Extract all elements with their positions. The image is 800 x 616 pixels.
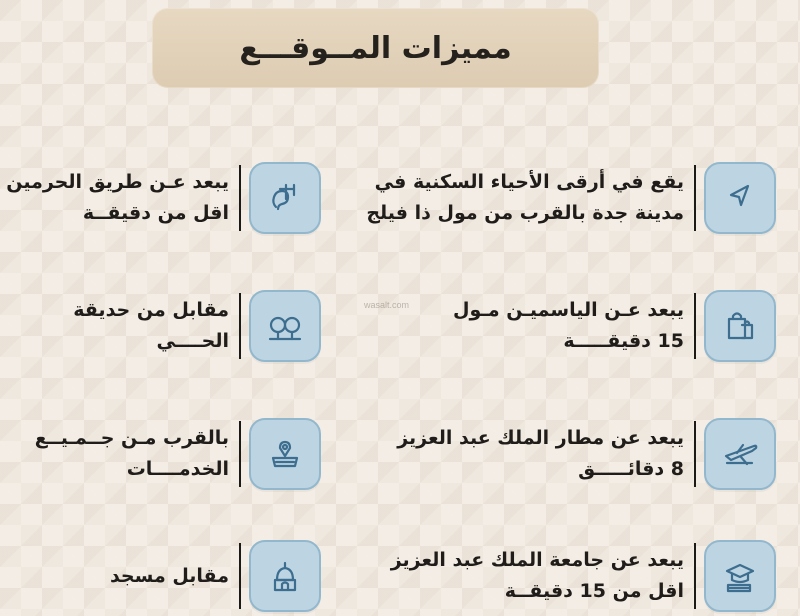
- map-pin-icon: [249, 418, 321, 490]
- feature-divider: [694, 421, 696, 487]
- airplane-icon: [704, 418, 776, 490]
- park-trees-icon: [249, 290, 321, 362]
- feature-divider: [694, 543, 696, 609]
- header-banner: [152, 8, 599, 88]
- feature-location: [366, 162, 776, 234]
- feature-university: [391, 540, 776, 612]
- feature-line2: مدينة جدة بالقرب من مول ذا فيلج: [366, 202, 684, 224]
- feature-divider: [239, 165, 241, 231]
- feature-divider: [694, 165, 696, 231]
- feature-divider: [239, 543, 241, 609]
- feature-mosque: [110, 540, 321, 612]
- feature-line1: يبعد عن جامعة الملك عبد العزيز: [390, 549, 684, 571]
- mosque-icon: [249, 540, 321, 612]
- feature-line2: 15 دقيقـــــة: [563, 330, 684, 352]
- feature-line2: 8 دقائـــــق: [578, 458, 684, 480]
- feature-line1: يبعد عـن طريق الحرمين: [6, 171, 229, 193]
- feature-line2: اقل من دقيقــة: [82, 202, 229, 224]
- feature-divider: [694, 293, 696, 359]
- shopping-bag-icon: [704, 290, 776, 362]
- feature-line1: مقابل من حديقة: [73, 299, 229, 321]
- feature-divider: [239, 293, 241, 359]
- feature-airport: [397, 418, 776, 490]
- feature-park: [73, 290, 321, 362]
- feature-line1: يبعد عن مطار الملك عبد العزيز: [397, 427, 684, 449]
- watermark: wasalt.com: [364, 300, 410, 310]
- feature-text: [391, 545, 684, 607]
- location-arrow-icon: [704, 162, 776, 234]
- feature-text: [73, 295, 229, 357]
- feature-line2: الحــــي: [156, 330, 229, 352]
- feature-text: [6, 167, 229, 229]
- feature-services: [35, 418, 321, 490]
- feature-line2: اقل من 15 دقيقــة: [504, 580, 684, 602]
- feature-text: [35, 423, 229, 485]
- feature-text: [110, 561, 229, 592]
- graduation-cap-icon: [704, 540, 776, 612]
- feature-text: [366, 167, 684, 229]
- feature-text: [397, 423, 684, 485]
- feature-line1: بالقرب مـن جــمـيــع: [34, 427, 229, 449]
- page-title: مميزات المــوقـــع: [239, 30, 512, 66]
- feature-line1: يقع في أرقى الأحياء السكنية في: [374, 171, 684, 193]
- feature-divider: [239, 421, 241, 487]
- feature-line1: مقابل مسجد: [109, 564, 229, 587]
- feature-mall: [453, 290, 776, 362]
- feature-line1: يبعد عـن الياسميـن مـول: [453, 299, 684, 321]
- feature-line2: الخدمــــات: [126, 458, 229, 480]
- feature-road: [6, 162, 321, 234]
- feature-text: [453, 295, 684, 357]
- road-icon: [249, 162, 321, 234]
